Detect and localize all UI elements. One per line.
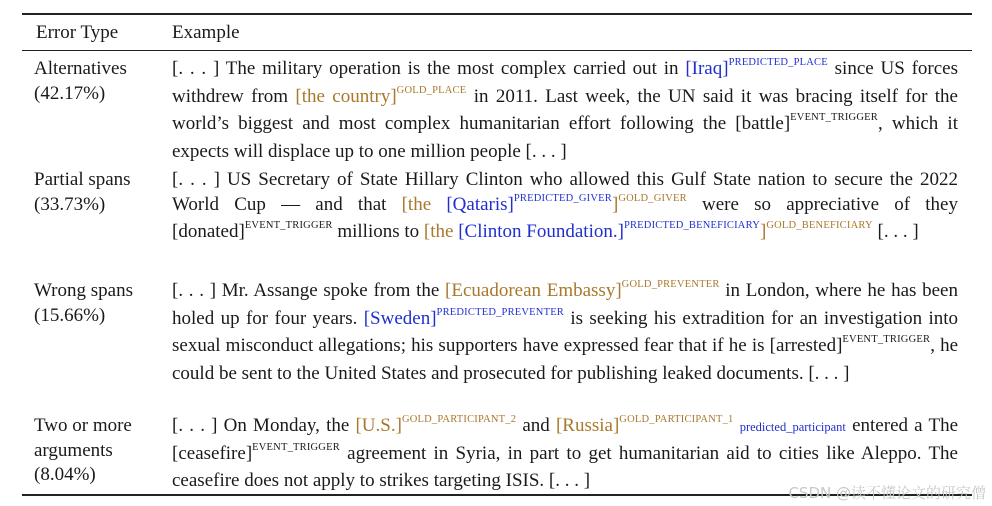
header-example: Example <box>172 22 240 43</box>
gold-tag: GOLD_PARTICIPANT_1 <box>619 414 734 425</box>
predicted-span: [Qataris] <box>446 193 514 215</box>
event-trigger-tag: EVENT_TRIGGER <box>790 112 878 123</box>
example-text: , he could be sent to the United States and prosecuted for publishing leaked documents. [. . . ] <box>172 335 959 384</box>
event-trigger-tag: EVENT_TRIGGER <box>842 334 931 345</box>
error-type-percent: (42.17%) <box>34 82 106 104</box>
example-text: millions to <box>332 221 424 242</box>
error-type-percent: (33.73%) <box>34 193 106 215</box>
error-type-two-or-more <box>34 414 162 488</box>
error-type-label: Two or more <box>34 415 132 436</box>
watermark: CSDN @读不懂论文的研究僧 <box>788 484 986 502</box>
example-text: [. . . ] <box>872 221 919 242</box>
example-text: is seeking his extradition for an investigation into sexual misconduct allegations; his supporters have expressed fear that if he is [arrested] <box>172 307 958 356</box>
table-top-rule <box>22 13 972 15</box>
predicted-tag: PREDICTED_BENEFICIARY <box>623 220 760 231</box>
gold-span-open: [the <box>423 221 459 242</box>
predicted-tag: PREDICTED_PREVENTER <box>436 306 565 318</box>
error-type-wrong-spans <box>34 279 162 328</box>
event-trigger-tag: EVENT_TRIGGER <box>244 220 333 231</box>
predicted-span: [Iraq] <box>685 58 729 79</box>
gold-tag: GOLD_PARTICIPANT_2 <box>401 414 517 425</box>
gold-span: [Ecuadorean Embassy] <box>445 280 622 301</box>
example-partial-spans <box>172 168 958 248</box>
error-type-label: Wrong spans <box>34 280 133 301</box>
predicted-tag-inline: predicted_participant <box>739 420 846 434</box>
gold-tag: GOLD_PLACE <box>396 84 467 96</box>
example-text: agreement in Syria, in part to get humanitarian aid to cities like Aleppo. The ceasefire does not apply to strikes targeting ISIS. [. . . ] <box>172 442 958 491</box>
example-text: were so appreciative of they [donated] <box>172 193 958 242</box>
gold-span-open: [the <box>401 193 447 215</box>
predicted-tag: PREDICTED_GIVER <box>513 192 612 204</box>
predicted-span: [Clinton Foundation.] <box>458 221 624 242</box>
example-text: [. . . ] The military operation is the most complex carried out in <box>172 58 686 79</box>
gold-span: [U.S.] <box>355 415 402 436</box>
error-type-label: Partial spans <box>34 169 131 190</box>
example-text: [. . . ] Mr. Assange spoke from the <box>172 280 446 301</box>
table-header-rule <box>22 50 972 51</box>
gold-tag: GOLD_PREVENTER <box>621 279 720 290</box>
gold-tag: GOLD_BENEFICIARY <box>766 220 873 231</box>
error-type-partial-spans <box>34 168 162 217</box>
example-alternatives <box>172 57 958 164</box>
error-type-label-2: arguments <box>34 439 113 461</box>
example-text: and <box>516 415 556 436</box>
predicted-span: [Sweden] <box>363 307 437 329</box>
gold-span: [the country] <box>295 85 397 107</box>
gold-span-close: ] <box>611 193 619 215</box>
header-error-type: Error Type <box>36 22 119 43</box>
error-type-alternatives <box>34 57 162 106</box>
example-text: [. . . ] US Secretary of State Hillary Clinton who allowed this Gulf State nation to secure the 2022 World Cup — and that <box>172 169 958 215</box>
predicted-tag: PREDICTED_PLACE <box>728 57 828 68</box>
example-text: since US forces withdrew from <box>172 58 958 107</box>
example-text: in London, where he has been holed up for four years. <box>172 280 958 329</box>
error-type-percent: (8.04%) <box>34 464 96 485</box>
example-text: [. . . ] On Monday, the <box>172 415 356 436</box>
example-wrong-spans <box>172 279 958 386</box>
error-type-percent: (15.66%) <box>34 304 106 326</box>
event-trigger-tag: EVENT_TRIGGER <box>252 441 340 453</box>
gold-span-close: ] <box>759 221 767 242</box>
example-text: in 2011. Last week, the UN said it was bracing itself for the world’s biggest and most complex humanitarian effort following the [battle] <box>172 85 958 134</box>
example-text: , which it expects will displace up to one million people [. . . ] <box>172 113 958 162</box>
example-text: entered a The [ceasefire] <box>172 415 958 464</box>
error-type-label: Alternatives <box>34 58 127 79</box>
gold-tag: GOLD_GIVER <box>618 192 687 204</box>
gold-span: [Russia] <box>555 415 620 436</box>
